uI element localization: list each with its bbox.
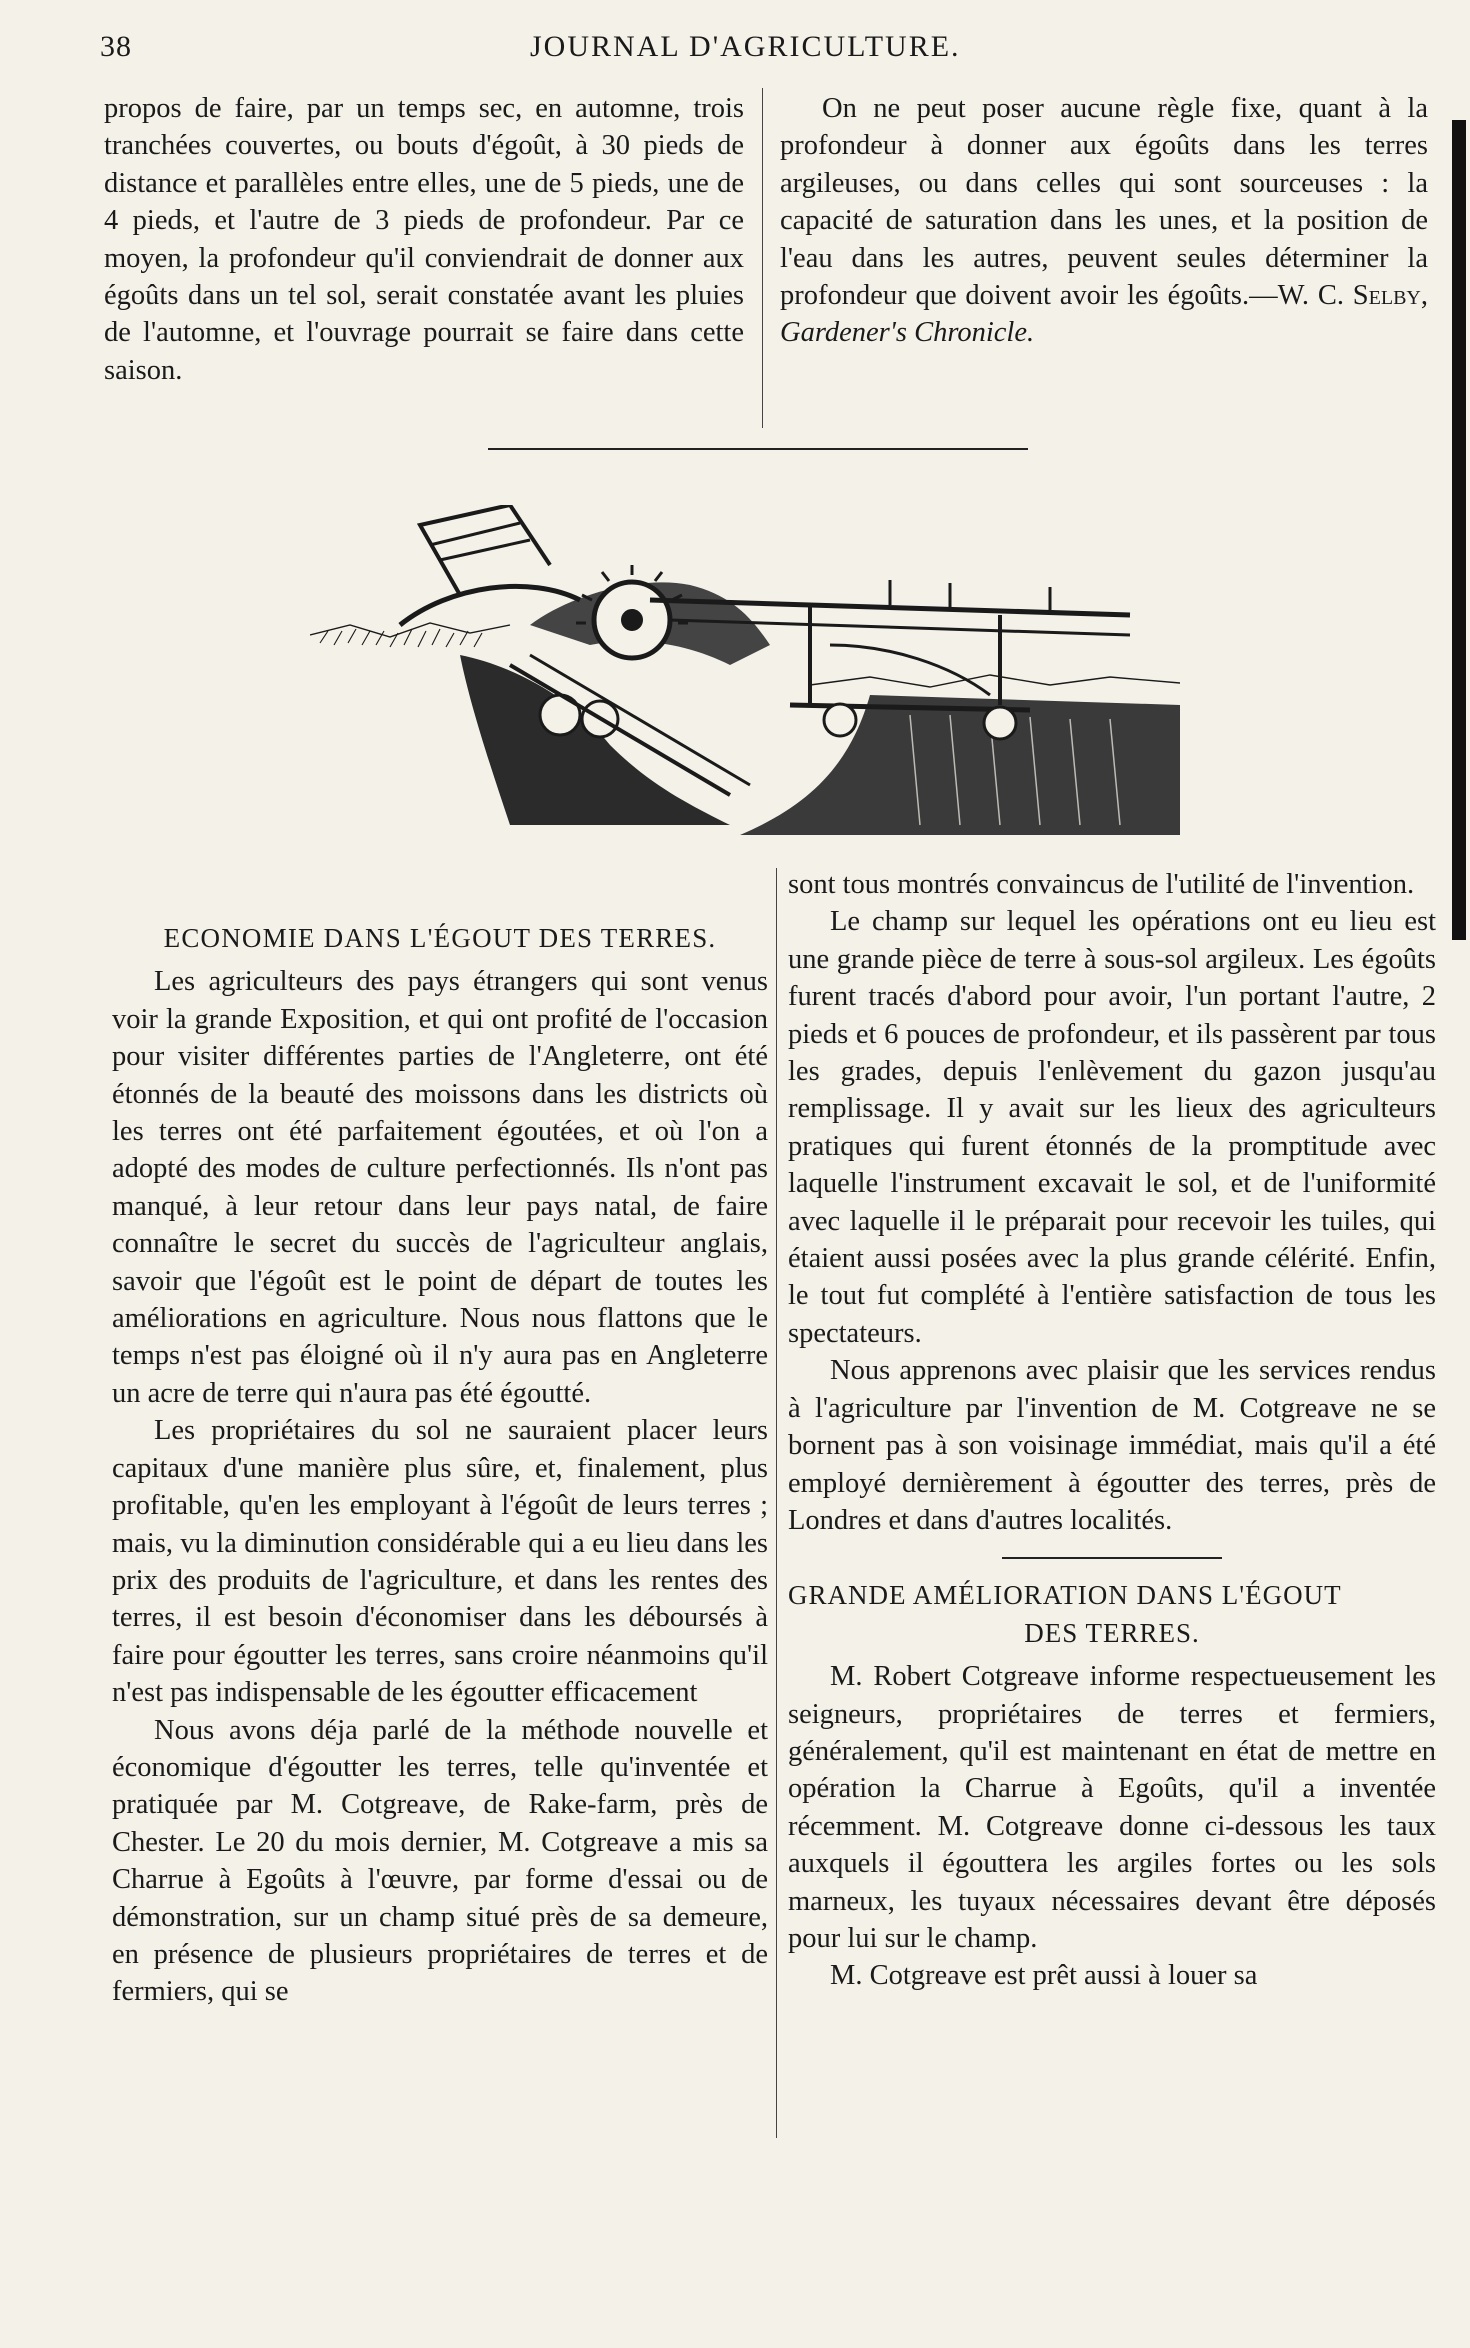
top-right-column <box>780 90 1428 352</box>
article-continued-paragraph-3: Nous apprenons avec plaisir que les services rendus à l'agriculture par l'invention de M. Cotgreave ne se bornent pas à son voisinage immédiat, mais qu'il a été employé dernièrement à égoutter des terres, près de Londres et dans d'autres localités. <box>788 1355 1436 1536</box>
page-header <box>100 22 1420 72</box>
top-right-paragraph <box>780 90 1428 352</box>
article-continued-paragraph-2: Le champ sur lequel les opérations ont eu lieu est une grande pièce de terre à sous-sol argileux. Les égoûts furent tracés d'abord pour avoir, l'un portant l'autre, 2 pieds et 6 pouces de profondeur, et ils passèrent par tous les grades, depuis l'enlèvement du gazon jusqu'au remplissage. Il y avait sur les lieux des agriculteurs pratiques qui furent étonnés de la promptitude avec laquelle l'instrument excavait le sol, et de l'uniformité avec laquelle il le préparait pour recevoir les tuiles, qui étaient aussi posées avec la plus grande célérité. Enfin, le tout fut complété à l'entière satisfaction de tous les spectateurs. <box>788 906 1436 1349</box>
top-right-text: On ne peut poser aucune règle fixe, quant à la profondeur à donner aux égoûts dans les terres argileuses, ou dans celles qui sont sourceuses : la capacité de saturation dans les unes, et la position de l'eau dans les autres, peuvent seules déterminer la profondeur que doivent avoir les égoûts.— <box>780 93 1428 312</box>
running-head: JOURNAL D'AGRICULTURE. <box>530 30 961 63</box>
article-economie-paragraph-1: Les agriculteurs des pays étrangers qui sont venus voir la grande Exposition, et qui ont profité de l'occasion pour visiter différentes parties de l'Angleterre, ont été étonnés de la beauté des moissons dans les districts où les terres ont été parfaitement égoutées, et où l'on a adopté des modes de culture perfectionnés. Ils n'ont pas manqué, à leur retour dans leur pays natal, de faire connaître le secret du succès de l'agriculteur anglais, savoir que l'égoût est le point de départ de toutes les améliorations en agriculture. Nous nous flattons que le temps n'est pas éloigné où il n'y aura pas en Angleterre un acre de terre qui n'aura pas été égoutté. <box>112 966 768 1409</box>
article-separator <box>1002 1557 1222 1559</box>
article-amelioration-paragraph-1: M. Robert Cotgreave informe respectueusement les seigneurs, propriétaires de terres et fermiers, généralement, qu'il est maintenant en état de mettre en opération la Charrue à Egoûts, qu'il a inventée récemment. M. Cotgreave donne ci-dessous les taux auxquels il égouttera les argiles fortes ou les sols marneux, les tuyaux nécessaires devant être déposés pour lui sur le champ. <box>788 1661 1436 1954</box>
drainage-plough-engraving-icon <box>310 505 1180 845</box>
article-economie-continued <box>788 866 1436 1995</box>
section-rule <box>488 448 1028 450</box>
article-economie-title: ECONOMIE DANS L'ÉGOUT DES TERRES. <box>163 923 717 953</box>
article-amelioration-title <box>788 1577 1436 1652</box>
article-economie-paragraph-2: Les propriétaires du sol ne sauraient placer leurs capitaux d'une manière plus sûre, et, finalement, plus profitable, qu'en les employant à l'égoût de leurs terres ; mais, vu la diminution considérable qui a eu lieu dans les prix des produits de l'agriculture, et dans les rentes des terres, il est besoin d'économiser dans les déboursés à faire pour égoutter les terres, sans croire néanmoins qu'il n'est pas indispensable de les égoutter efficacement <box>112 1415 768 1709</box>
article-economie-paragraph-3: Nous avons déja parlé de la méthode nouvelle et économique d'égoutter les terres, telle qu'inventée et pratiquée par M. Cotgreave, de Rake-farm, près de Chester. Le 20 du mois dernier, M. Cotgreave a mis sa Charrue à Egoûts à l'œuvre, par forme d'essai ou de démonstration, sur un champ situé près de sa demeure, en présence de plusieurs propriétaires de terres et de fermiers, qui se <box>112 1714 768 2008</box>
top-left-column <box>104 90 744 389</box>
column-divider-bottom <box>776 868 777 2138</box>
page-number: 38 <box>100 30 132 63</box>
article-amelioration-title-line2: DES TERRES. <box>1024 1617 1200 1648</box>
article-amelioration-paragraph-2: M. Cotgreave est prêt aussi à louer sa <box>830 1960 1258 1992</box>
drainage-plough-illustration <box>310 505 1180 845</box>
margin-bar <box>1452 120 1466 940</box>
top-left-paragraph: propos de faire, par un temps sec, en automne, trois tranchées couvertes, ou bouts d'égoût, à 30 pieds de distance et parallèles entre elles, une de 5 pieds, une de 4 pieds, et l'autre de 3 pieds de profondeur. Par ce moyen, la profondeur qu'il conviendrait de donner aux égoûts dans un tel sol, serait constatée avant les pluies de l'automne, et l'ouvrage pourrait se faire dans cette saison. <box>104 93 744 386</box>
article-continued-paragraph-1: sont tous montrés convaincus de l'utilité de l'invention. <box>788 869 1415 900</box>
source-name: Gardener's Chronicle. <box>780 317 1035 349</box>
article-economie <box>112 920 768 2011</box>
author-name: W. C. Selby, <box>1277 280 1428 312</box>
column-divider-top <box>762 88 763 428</box>
article-amelioration-title-line1: GRANDE AMÉLIORATION DANS L'ÉGOUT <box>788 1580 1342 1611</box>
